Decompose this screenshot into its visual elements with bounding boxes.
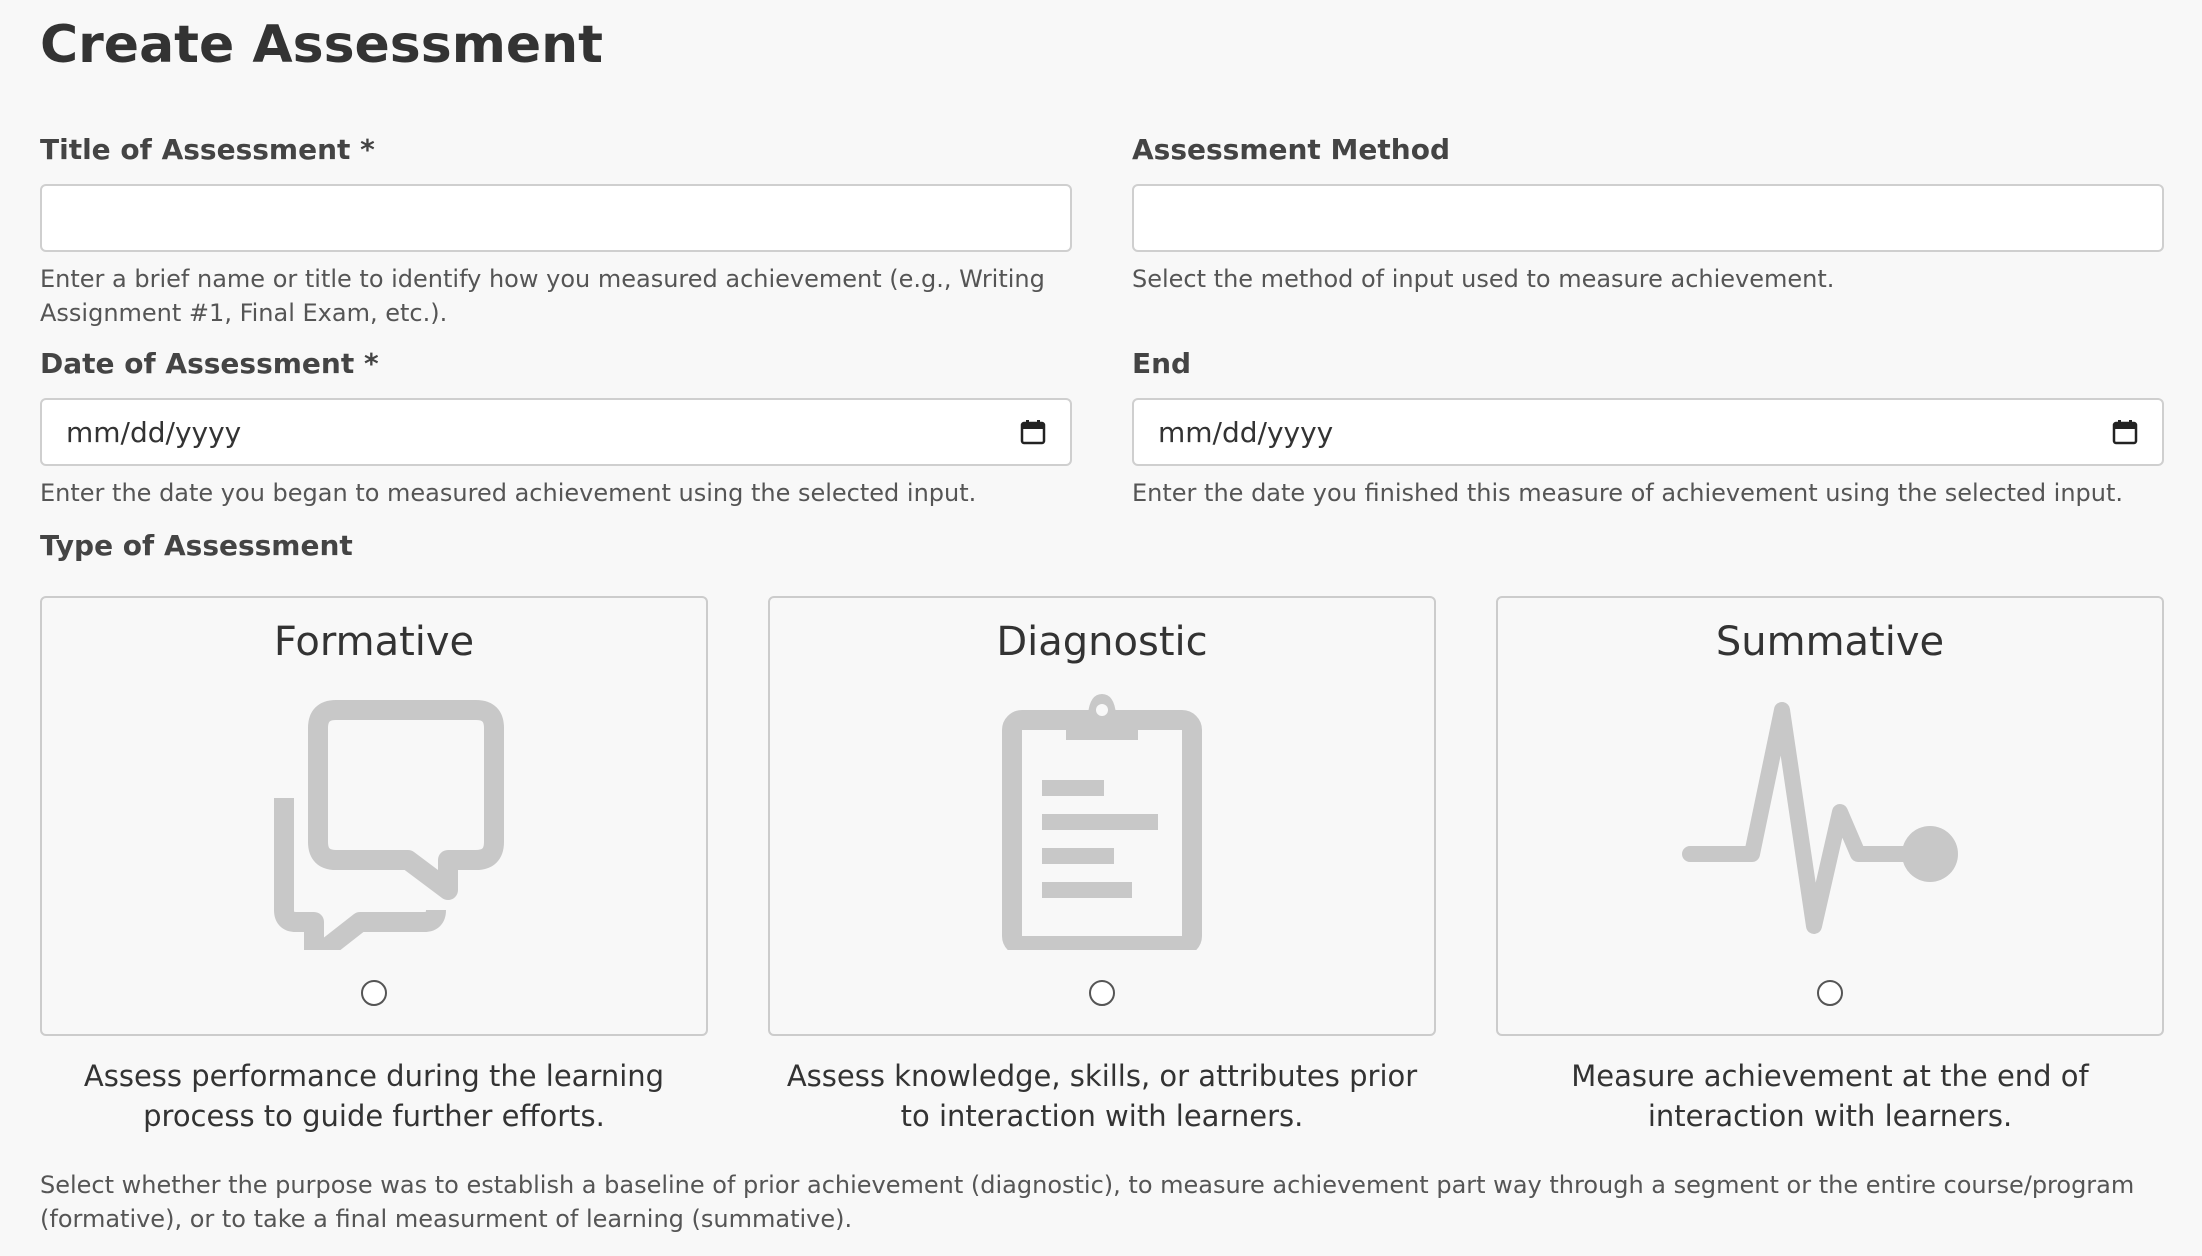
title-help-text: Enter a brief name or title to identify how you measured achievement (e.g., Writing Assignment #1, Final Exam, etc.). (40, 265, 1045, 327)
summative-option (1496, 596, 2164, 1136)
diagnostic-card[interactable] (768, 596, 1436, 1036)
type-of-assessment-label: Type of Assessment (40, 529, 353, 562)
date-input[interactable] (40, 398, 1072, 466)
summative-description: Measure achievement at the end of interaction with learners. (1571, 1059, 2089, 1133)
speech-bubbles-icon (42, 690, 706, 950)
title-label: Title of Assessment * (40, 133, 375, 166)
formative-description: Assess performance during the learning process to guide further efforts. (83, 1059, 665, 1133)
calendar-icon[interactable] (2112, 419, 2138, 445)
clipboard-icon (770, 690, 1434, 950)
method-field-group (1132, 132, 2164, 296)
date-help-text: Enter the date you began to measured achievement using the selected input. (40, 479, 977, 507)
formative-card-title: Formative (273, 619, 475, 665)
summative-card-title: Summative (1715, 619, 1945, 665)
calendar-icon[interactable] (1020, 419, 1046, 445)
title-input[interactable] (40, 184, 1072, 252)
date-label: Date of Assessment * (40, 347, 379, 380)
formative-card[interactable] (40, 596, 708, 1036)
end-field-group (1132, 346, 2164, 510)
summative-radio[interactable] (1817, 980, 1843, 1006)
diagnostic-radio[interactable] (1089, 980, 1115, 1006)
end-help-text: Enter the date you finished this measure of achievement using the selected input. (1132, 479, 2124, 507)
diagnostic-description: Assess knowledge, skills, or attributes prior to interaction with learners. (786, 1059, 1418, 1133)
end-date-input[interactable] (1132, 398, 2164, 466)
date-field-group (40, 346, 1072, 510)
title-field-group (40, 132, 1072, 330)
summative-card[interactable] (1496, 596, 2164, 1036)
formative-radio[interactable] (361, 980, 387, 1006)
formative-option (40, 596, 708, 1136)
page-title: Create Assessment (40, 15, 604, 75)
method-label: Assessment Method (1132, 133, 1451, 166)
method-select[interactable] (1132, 184, 2164, 252)
end-label: End (1132, 347, 1192, 380)
diagnostic-card-title: Diagnostic (996, 619, 1208, 665)
diagnostic-option (768, 596, 1436, 1136)
date-input-placeholder: mm/dd/yyyy (66, 415, 242, 449)
pulse-icon (1498, 690, 2162, 950)
end-date-placeholder: mm/dd/yyyy (1158, 415, 1334, 449)
type-of-assessment-help-text: Select whether the purpose was to establish a baseline of prior achievement (diagnostic), to measure achievement part way through a segment or the entire course/program (formative), or to take a final measurment of learning (summative). (40, 1171, 2135, 1233)
method-help-text: Select the method of input used to measure achievement. (1132, 265, 1835, 293)
